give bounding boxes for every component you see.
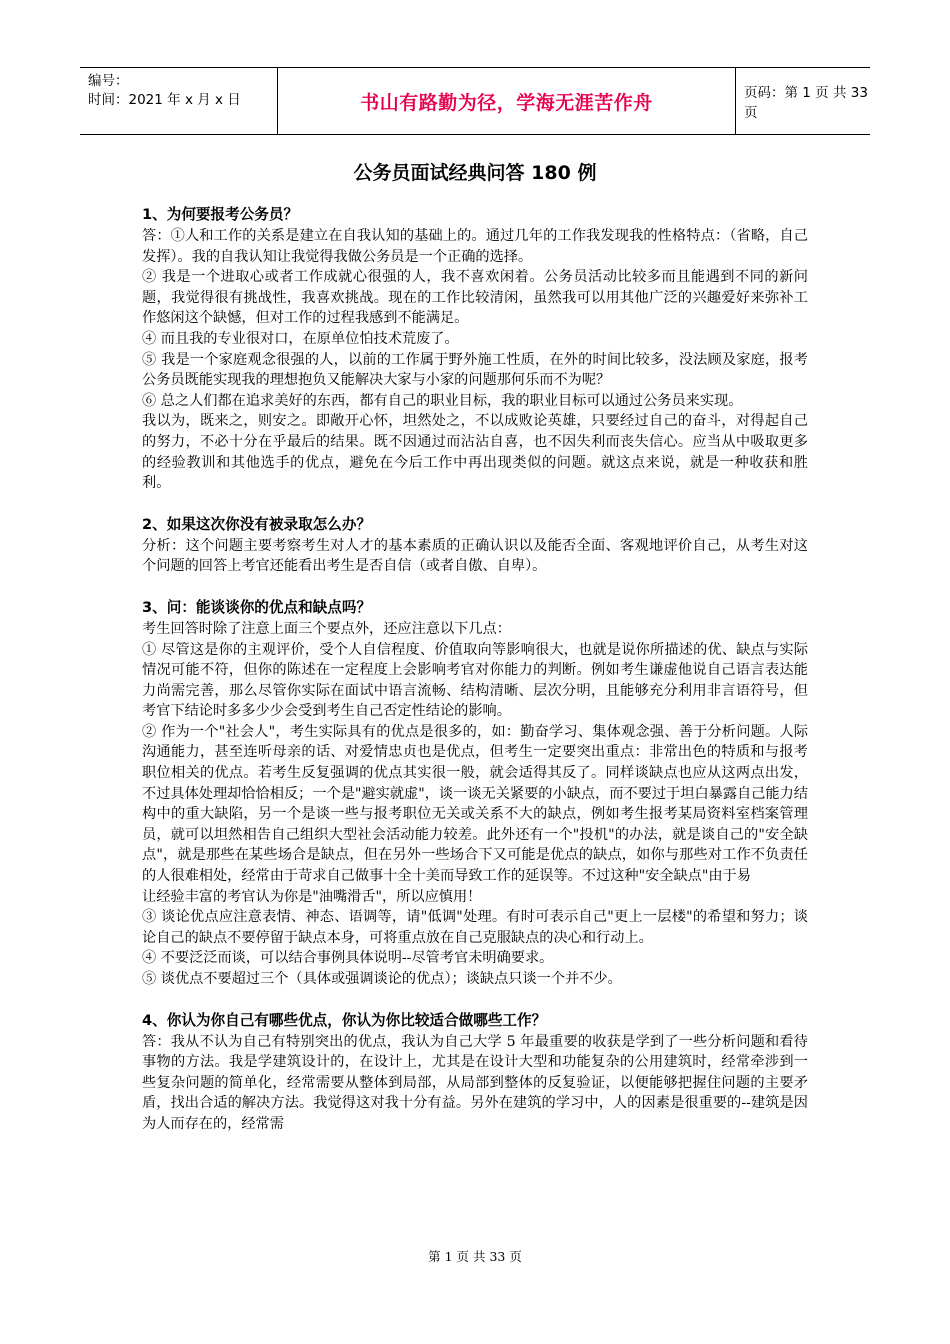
question-heading: 2、如果这次你没有被录取怎么办？: [142, 515, 372, 533]
page-header: [80, 67, 870, 135]
section-4: [142, 1010, 808, 1135]
paragraph: ⑤ 谈优点不要超过三个（具体或强调谈论的优点）；谈缺点只谈一个并不少。: [142, 971, 622, 987]
header-meta: [80, 68, 278, 134]
paragraph: 让经验丰富的考官认为你是"油嘴滑舌"，所以应慎用！: [142, 888, 482, 905]
question-heading: 1、为何要报考公务员？: [142, 206, 299, 223]
paragraph: 答：①人和工作的关系是建立在自我认知的基础上的。通过几年的工作我发现我的性格特点：（省略，自己发挥）。我的自我认知让我觉得我做公务员是一个正确的选择。: [142, 228, 808, 265]
page-footer: 第 1 页 共 33 页: [428, 1249, 522, 1264]
section-2: [142, 514, 808, 577]
paragraph: ⑥ 总之人们都在追求美好的东西，都有自己的职业目标，我的职业目标可以通过公务员来实现。: [142, 392, 743, 409]
section-1: [142, 204, 808, 494]
paragraph: 答：我从不认为自己有特别突出的优点，我认为自己大学 5 年最重要的收获是学到了一些分析问题和看待事物的方法。我是学建筑设计的，在设计上，尤其是在设计大型和功能复杂的公用建筑时，经常牵涉到一些复杂问题的简单化，经常需要从整体到局部，从局部到整体的反复验证，以便能够把握住问题的主要矛盾，找出合适的解决方法。我觉得这对我十分有益。另外在建筑的学习中，人的因素是很重要的--建筑是因为人而存在的，经常需: [142, 1033, 808, 1132]
section-3: [142, 597, 808, 990]
question-heading: 4、你认为你自己有哪些优点，你认为你比较适合做哪些工作？: [142, 1011, 547, 1029]
paragraph: 分析：这个问题主要考察考生对人才的基本素质的正确认识以及能否全面、客观地评价自己，从考生对这个问题的回答上考官还能看出考生是否自信（或者自傲、自卑）。: [142, 537, 808, 575]
paragraph: ② 作为一个"社会人"，考生实际具有的优点是很多的，如：勤奋学习、集体观念强、善于分析问题。人际沟通能力，甚至连听母亲的话、对爱情忠贞也是优点，但考生一定要突出重点：非常出色的特质和与报考职位相关的优点。若考生反复强调的优点其实很一般，就会适得其反了。同样谈缺点也应从这两点出发，不过具体处理却恰恰相反；一个是"避实就虚"，谈一谈无关紧要的小缺点，而不要过于坦白暴露自己能力结构中的重大缺陷，另一个是谈一些与报考职位无关或关系不大的缺点，例如考生报考某局资料室档案管理员，就可以坦然相告自己组织大型社会活动能力较差。此外还有一个"投机"的办法，就是谈自己的"安全缺点"，就是那些在某些场合是缺点，但在另外一些场合下又可能是优点的缺点，如你与那些对工作不负责任的人很难相处，经常由于苛求自己做事十全十美而导致工作的延误等。不过这种"安全缺点"由于易: [142, 723, 808, 885]
header-motto: 书山有路勤为径，学海无涯苦作舟: [278, 68, 736, 134]
paragraph: 考生回答时除了注意上面三个要点外，还应注意以下几点：: [142, 620, 511, 637]
paragraph: ① 尽管这是你的主观评价，受个人自信程度、价值取向等影响很大，也就是说你所描述的优、缺点与实际情况可能不符，但你的陈述在一定程度上会影响考官对你能力的判断。例如考生谦虚他说自己语言表达能力尚需完善，那么尽管你实际在面试中语言流畅、结构清晰、层次分明，且能够充分利用非言语符号，但考官下结论时多多少少会受到考生自己否定性结论的影响。: [142, 641, 808, 720]
number-label: 编号：: [88, 73, 129, 89]
document-title: 公务员面试经典问答 180 例: [353, 162, 597, 184]
question-heading: 3、问：能谈谈你的优点和缺点吗？: [142, 598, 372, 616]
header-page-info: 页码：第 1 页 共 33 页: [744, 85, 868, 121]
document-body: [142, 204, 808, 1155]
paragraph: ④ 而且我的专业很对口，在原单位怕技术荒废了。: [142, 330, 459, 347]
paragraph: ④ 不要泛泛而谈，可以结合事例具体说明--尽管考官未明确要求。: [142, 950, 554, 967]
paragraph: 我以为，既来之，则安之。即敞开心怀，坦然处之，不以成败论英雄，只要经过自己的奋斗，对得起自己的努力，不必十分在乎最后的结果。既不因通过而沾沾自喜，也不因失利而丧失信心。应当从中吸取更多的经验教训和其他选手的优点，避免在今后工作中再出现类似的问题。就这点来说，就是一种收获和胜利。: [142, 413, 808, 492]
time-label: 时间：2021 年 x 月 x 日: [88, 92, 241, 108]
paragraph: ③ 谈论优点应注意表情、神态、语调等，请"低调"处理。有时可表示自己"更上一层楼"的希望和努力；谈论自己的缺点不要停留于缺点本身，可将重点放在自己克服缺点的决心和行动上。: [142, 909, 808, 946]
paragraph: ⑤ 我是一个家庭观念很强的人，以前的工作属于野外施工性质，在外的时间比较多，没法顾及家庭，报考公务员既能实现我的理想抱负又能解决大家与小家的问题那何乐而不为呢？: [142, 351, 808, 389]
paragraph: ② 我是一个进取心或者工作成就心很强的人，我不喜欢闲着。公务员活动比较多而且能遇到不同的新问题，我觉得很有挑战性，我喜欢挑战。现在的工作比较清闲，虽然我可以用其他广泛的兴趣爱好来弥补工作悠闲这个缺憾，但对工作的过程我感到不能满足。: [142, 269, 808, 327]
